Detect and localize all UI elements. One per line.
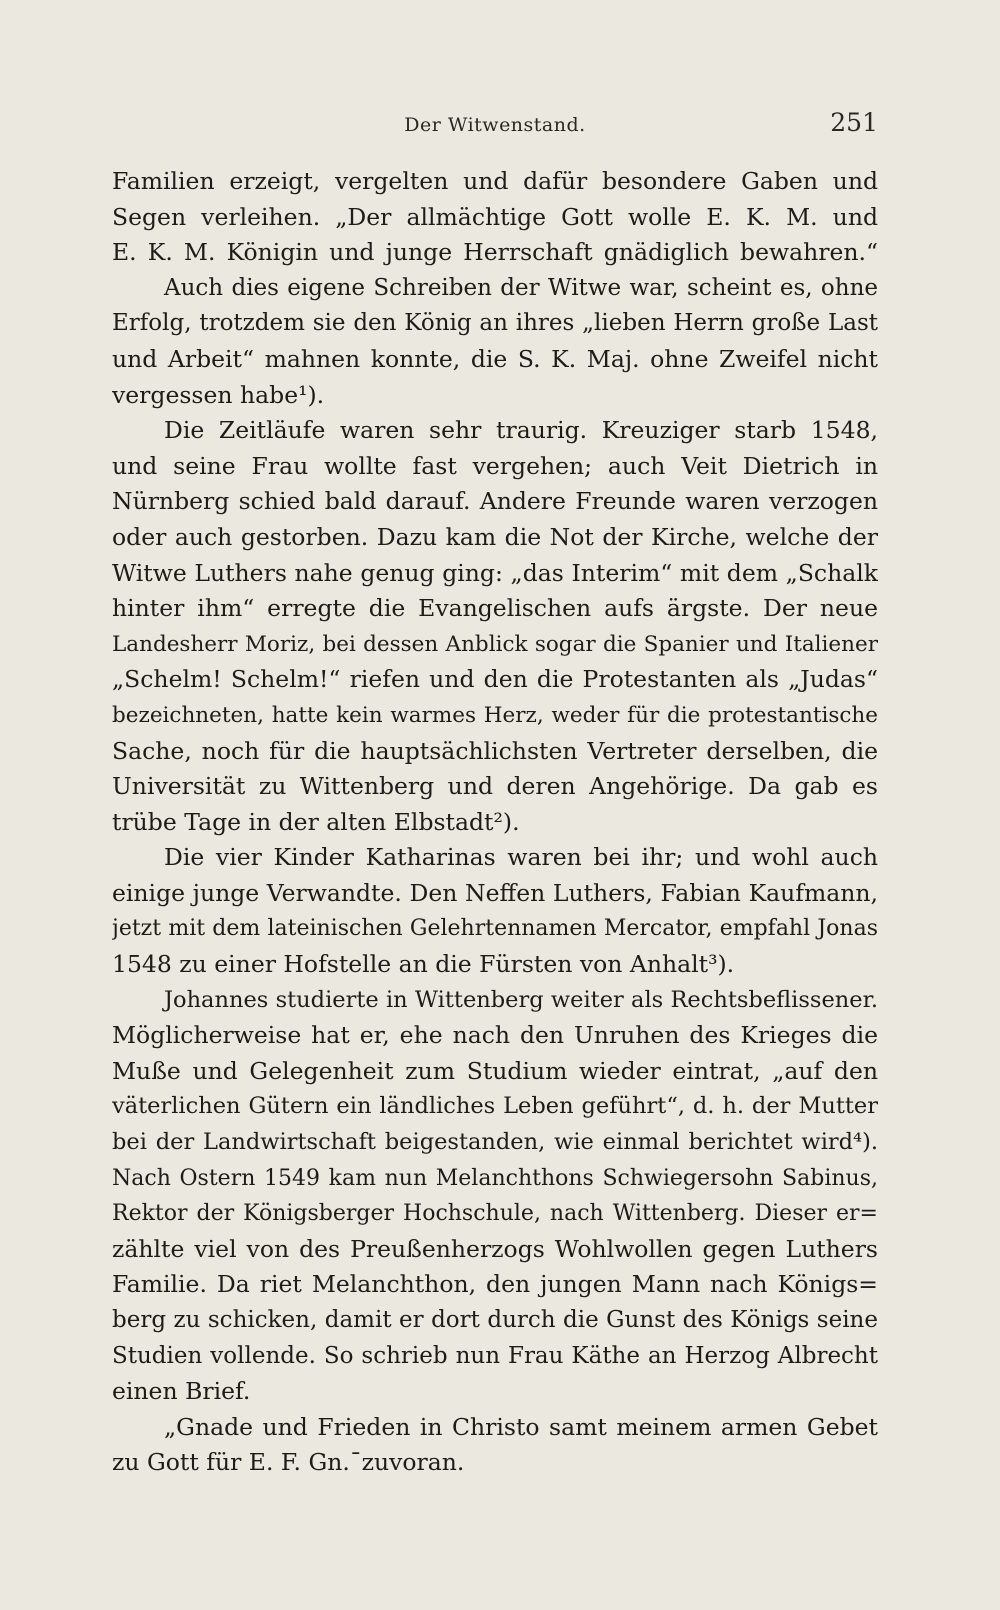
page-number: 251 — [830, 108, 878, 137]
text-line: Familien erzeigt, vergelten und dafür besondere Gaben und — [112, 167, 878, 195]
text-line: Landesherr Moriz, bei dessen Anblick sogar die Spanier und Italiener — [112, 631, 878, 657]
text-line: einen Brief. — [112, 1377, 251, 1406]
text-line: zählte viel von des Preußenherzogs Wohlwollen gegen Luthers — [112, 1234, 878, 1263]
text-line: Erfolg, trotzdem sie den König an ihres „lieben Herrn große Last — [112, 310, 878, 337]
text-line: Nach Ostern 1549 kam nun Melanchthons Schwiegersohn Sabinus, — [112, 1165, 878, 1191]
text-line: Die Zeitläufe waren sehr traurig. Kreuziger starb 1548, — [164, 416, 878, 445]
text-line: Studien vollende. So schrieb nun Frau Käthe an Herzog Albrecht — [112, 1342, 878, 1369]
text-line: bei der Landwirtschaft beigestanden, wie einmal berichtet wird⁴). — [112, 1129, 878, 1156]
text-line: Auch dies eigene Schreiben der Witwe war, scheint es, ohne — [164, 274, 878, 301]
text-line: Nürnberg schied bald darauf. Andere Freunde waren verzogen — [112, 487, 878, 516]
text-line: Witwe Luthers nahe genug ging: „das Interim“ mit dem „Schalk — [112, 558, 878, 587]
text-line: und seine Frau wollte fast vergehen; auch Veit Dietrich in — [112, 451, 878, 480]
text-line: „Schelm! Schelm!“ riefen und den die Protestanten als „Judas“ — [112, 665, 878, 694]
text-line: berg zu schicken, damit er dort durch die Gunst des Königs seine — [112, 1307, 878, 1333]
running-head: Der Witwenstand. — [404, 114, 586, 136]
text-line: hinter ihm“ erregte die Evangelischen aufs ärgste. Der neue — [112, 594, 878, 623]
text-line: und Arbeit“ mahnen konnte, die S. K. Maj. ohne Zweifel nicht — [112, 344, 878, 373]
text-line: einige junge Verwandte. Den Neffen Luthers, Fabian Kaufmann, — [112, 878, 878, 907]
page-header — [112, 106, 878, 146]
text-line: Familie. Da riet Melanchthon, den jungen Mann nach Königs= — [112, 1270, 878, 1299]
text-line: zu Gott für E. F. Gn.¯zuvoran. — [112, 1448, 465, 1477]
text-line: Rektor der Königsberger Hochschule, nach Wittenberg. Dieser er= — [112, 1201, 878, 1227]
text-line: oder auch gestorben. Dazu kam die Not der Kirche, welche der — [112, 522, 878, 551]
text-line: jetzt mit dem lateinischen Gelehrtennamen Mercator, empfahl Jonas — [112, 916, 878, 942]
text-line: bezeichneten, hatte kein warmes Herz, weder für die protestantische — [112, 702, 878, 728]
text-line: Segen verleihen. „Der allmächtige Gott wolle E. K. M. und — [112, 202, 878, 231]
text-line: „Gnade und Frieden in Christo samt meinem armen Gebet — [164, 1412, 878, 1441]
text-line: 1548 zu einer Hofstelle an die Fürsten von Anhalt³). — [112, 950, 735, 979]
body-text — [112, 164, 878, 1481]
text-line: Sache, noch für die hauptsächlichsten Vertreter derselben, die — [112, 736, 878, 765]
text-line: trübe Tage in der alten Elbstadt²). — [112, 807, 520, 836]
text-line: Möglicherweise hat er, ehe nach den Unruhen des Krieges die — [112, 1021, 878, 1050]
text-line: Johannes studierte in Wittenberg weiter als Rechtsbeflissener. — [164, 986, 878, 1013]
text-line: Die vier Kinder Katharinas waren bei ihr; und wohl auch — [164, 843, 878, 872]
text-line: Muße und Gelegenheit zum Studium wieder eintrat, „auf den — [112, 1056, 878, 1085]
text-line: vergessen habe¹). — [112, 380, 325, 409]
text-line: Universität zu Wittenberg und deren Angehörige. Da gab es — [112, 772, 878, 801]
text-line: väterlichen Gütern ein ländliches Leben geführt“, d. h. der Mutter — [112, 1093, 878, 1120]
text-line: E. K. M. Königin und junge Herrschaft gnädiglich bewahren.“ — [112, 238, 878, 267]
